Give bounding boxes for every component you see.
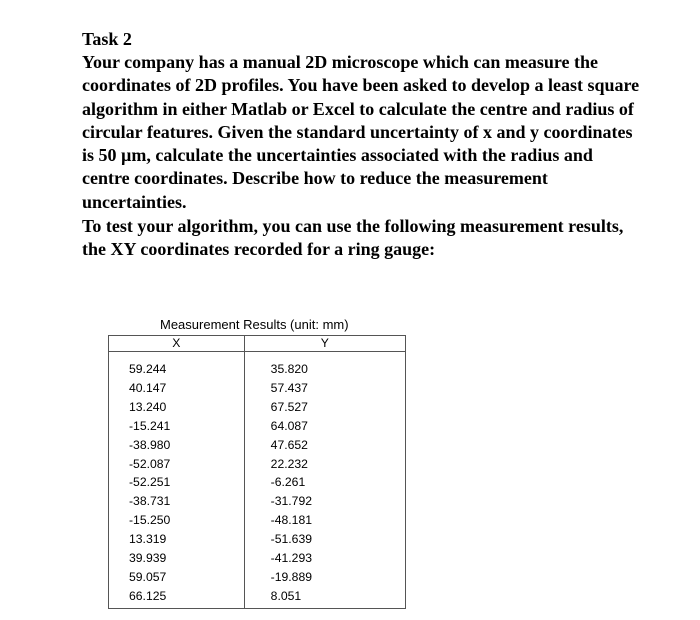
column-header-x: X [109, 336, 245, 352]
table-row [109, 568, 406, 587]
table-header-row [109, 336, 406, 352]
table-row [109, 379, 406, 398]
table-row [109, 398, 406, 417]
y-value-cell: 22.232 [270, 456, 308, 471]
table-caption: Measurement Results (unit: mm) [160, 317, 349, 332]
y-value-cell: -41.293 [270, 551, 313, 566]
x-value-cell: -38.731 [109, 492, 245, 511]
x-value-cell: -38.980 [109, 436, 245, 455]
task-title: Task 2 [82, 29, 132, 49]
x-value-cell: 66.125 [109, 587, 245, 608]
table-row [109, 473, 406, 492]
y-value-cell: 47.652 [270, 437, 308, 452]
table-row [109, 587, 406, 608]
table-row [109, 436, 406, 455]
y-value-cell: 57.437 [270, 380, 308, 395]
y-value-cell: 35.820 [270, 362, 308, 376]
y-value-cell: 64.087 [270, 418, 308, 433]
x-value-cell: 59.057 [109, 568, 245, 587]
x-value-cell: 13.319 [109, 530, 245, 549]
y-value-cell: -51.639 [270, 532, 313, 547]
results-table [108, 335, 406, 609]
x-value-cell: -15.250 [109, 511, 245, 530]
y-value-cell: 67.527 [270, 399, 308, 414]
table-row [109, 492, 406, 511]
table-row [109, 455, 406, 474]
x-value-cell: 59.244 [109, 352, 245, 379]
y-value-cell: -31.792 [270, 494, 313, 509]
y-value-cell: -6.261 [270, 475, 306, 490]
y-value-cell: -48.181 [270, 513, 313, 528]
task-block [82, 28, 642, 262]
table-row [109, 549, 406, 568]
x-value-cell: -52.251 [109, 473, 245, 492]
x-value-cell: 39.939 [109, 549, 245, 568]
x-value-cell: 40.147 [109, 379, 245, 398]
table-row [109, 511, 406, 530]
y-value-cell: -19.889 [270, 569, 313, 584]
table-row [109, 417, 406, 436]
x-value-cell: 13.240 [109, 398, 245, 417]
table-row [109, 530, 406, 549]
x-value-cell: -52.087 [109, 455, 245, 474]
task-description: Your company has a manual 2D microscope which can measure the coordinates of 2D profiles. You have been asked to develop a least square algorithm in either Matlab or Excel to calculate the centre and radius of circular features. Given the standard uncertainty of x and y coordinates is 50 µm, calculate the uncertainties associated with the radius and centre coordinates. Describe how to reduce the measurement uncertainties. [82, 52, 640, 212]
measurement-results [108, 316, 406, 609]
y-value-cell: 8.051 [270, 588, 302, 603]
column-header-y: Y [244, 336, 405, 352]
table-row [109, 352, 406, 379]
task-test-instructions: To test your algorithm, you can use the following measurement results, the XY coordinates recorded for a ring gauge: [82, 216, 624, 260]
table-body [109, 352, 406, 609]
x-value-cell: -15.241 [109, 417, 245, 436]
